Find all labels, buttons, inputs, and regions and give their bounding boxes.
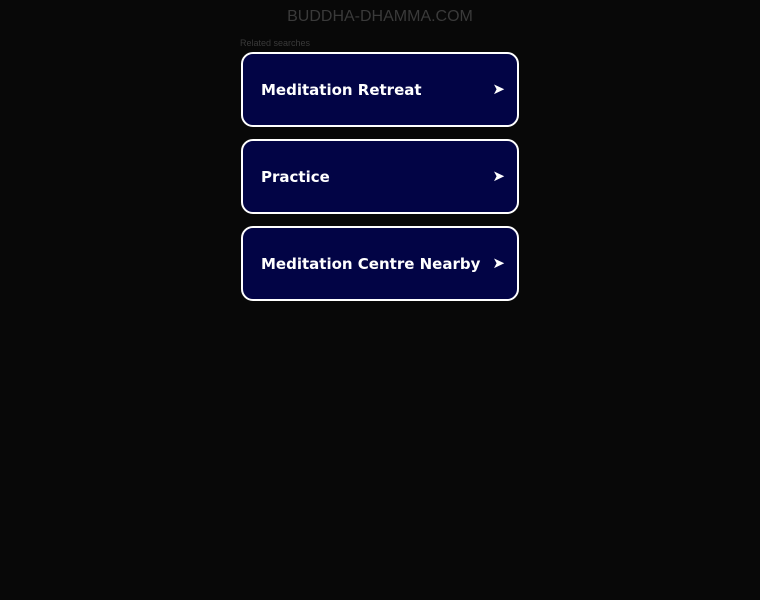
domain-title: BUDDHA-DHAMMA.COM [287, 8, 473, 25]
arrow-right-icon: ➤ [492, 167, 505, 185]
related-search-label: Meditation Retreat [261, 80, 422, 99]
related-search-meditation-centre-nearby[interactable] [241, 226, 519, 301]
related-searches-label: Related searches [240, 38, 311, 48]
related-search-meditation-retreat[interactable] [241, 52, 519, 127]
related-search-list [241, 52, 519, 313]
related-search-label: Practice [261, 167, 330, 186]
related-search-label: Meditation Centre Nearby [261, 254, 481, 273]
arrow-right-icon: ➤ [492, 80, 505, 98]
related-search-practice[interactable] [241, 139, 519, 214]
arrow-right-icon: ➤ [492, 254, 505, 272]
